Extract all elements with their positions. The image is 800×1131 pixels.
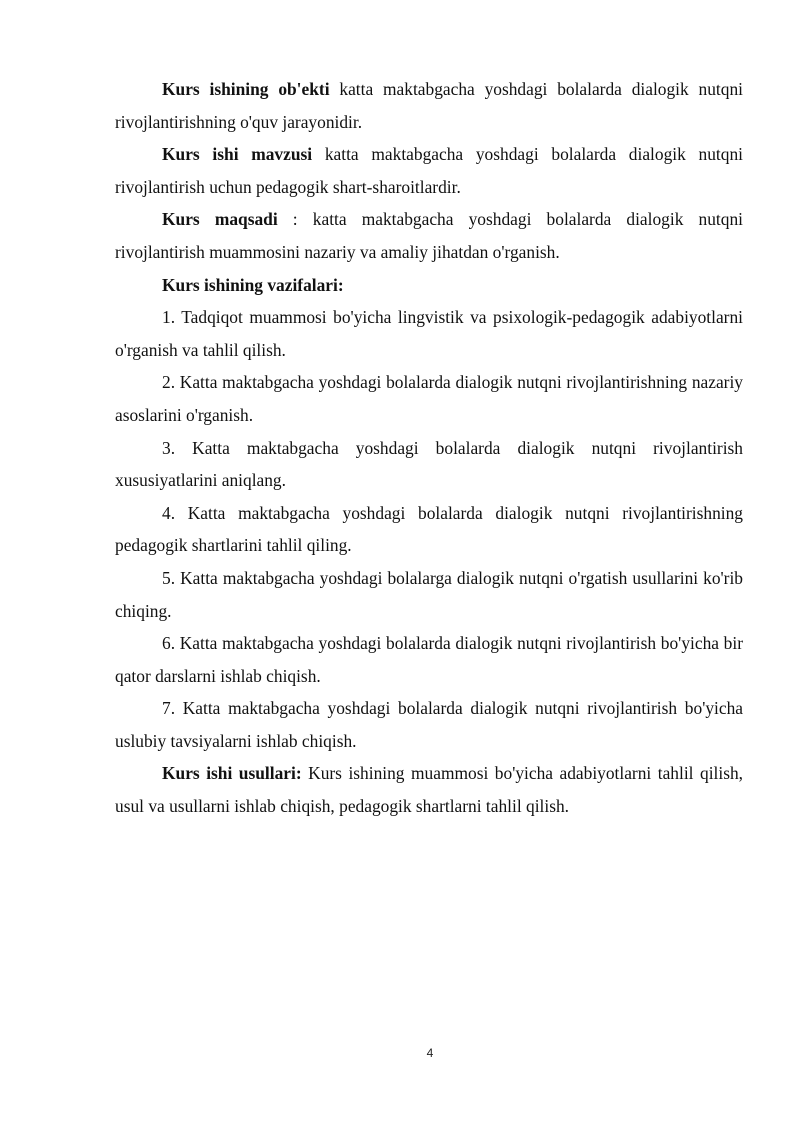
task-item-3 [115,432,743,497]
paragraph-object [115,73,743,138]
document-page [115,73,743,823]
term-goal: Kurs maqsadi [162,209,278,230]
task-item-7 [115,692,743,757]
paragraph-goal [115,203,743,268]
definition-subject: katta maktabgacha yoshdagi bolalarda dialogik nutqni rivojlantirish uchun pedagogik shart-sharoitlardir. [115,144,743,197]
task-text: 1. Tadqiqot muammosi bo'yicha lingvistik va psixologik-pedagogik adabiyotlarni o'rganish va tahlil qilish. [115,307,743,360]
task-text: 2. Katta maktabgacha yoshdagi bolalarda dialogik nutqni rivojlantirishning nazariy asoslarini o'rganish. [115,372,743,425]
definition-object: katta maktabgacha yoshdagi bolalarda dialogik nutqni rivojlantirishning o'quv jarayonidir. [115,79,743,132]
term-object: Kurs ishining ob'ekti [162,79,330,99]
paragraph-tasks-heading [115,269,743,302]
term-subject: Kurs ishi mavzusi [162,144,313,165]
paragraph-methods [115,757,743,822]
task-item-4 [115,497,743,562]
task-text: 3. Katta maktabgacha yoshdagi bolalarda dialogik nutqni rivojlantirish xususiyatlarini aniqlang. [115,437,743,491]
page-number: 4 [426,1046,434,1060]
task-text: 5. Katta maktabgacha yoshdagi bolalarga dialogik nutqni o'rgatish usullarini ko'rib chiqing. [115,567,743,621]
task-item-5 [115,562,743,627]
tasks-heading: Kurs ishining vazifalari: [162,274,344,295]
task-text: 7. Katta maktabgacha yoshdagi bolalarda dialogik nutqni rivojlantirish bo'yicha uslubiy tavsiyalarni ishlab chiqish. [115,698,743,751]
task-text: 6. Katta maktabgacha yoshdagi bolalarda dialogik nutqni rivojlantirish bo'yicha bir qator darslarni ishlab chiqish. [115,633,743,686]
paragraph-subject [115,138,743,203]
task-item-6 [115,627,743,692]
task-item-1 [115,301,743,366]
task-text: 4. Katta maktabgacha yoshdagi bolalarda dialogik nutqni rivojlantirishning pedagogik shartlarini tahlil qiling. [115,502,743,556]
task-item-2 [115,366,743,431]
definition-methods: Kurs ishining muammosi bo'yicha adabiyotlarni tahlil qilish, usul va usullarni ishlab chiqish, pedagogik shartlarni tahlil qilish. [115,763,744,817]
definition-goal: : katta maktabgacha yoshdagi bolalarda dialogik nutqni rivojlantirish muammosini nazariy va amaliy jihatdan o'rganish. [115,209,743,262]
term-methods: Kurs ishi usullari: [162,763,302,784]
